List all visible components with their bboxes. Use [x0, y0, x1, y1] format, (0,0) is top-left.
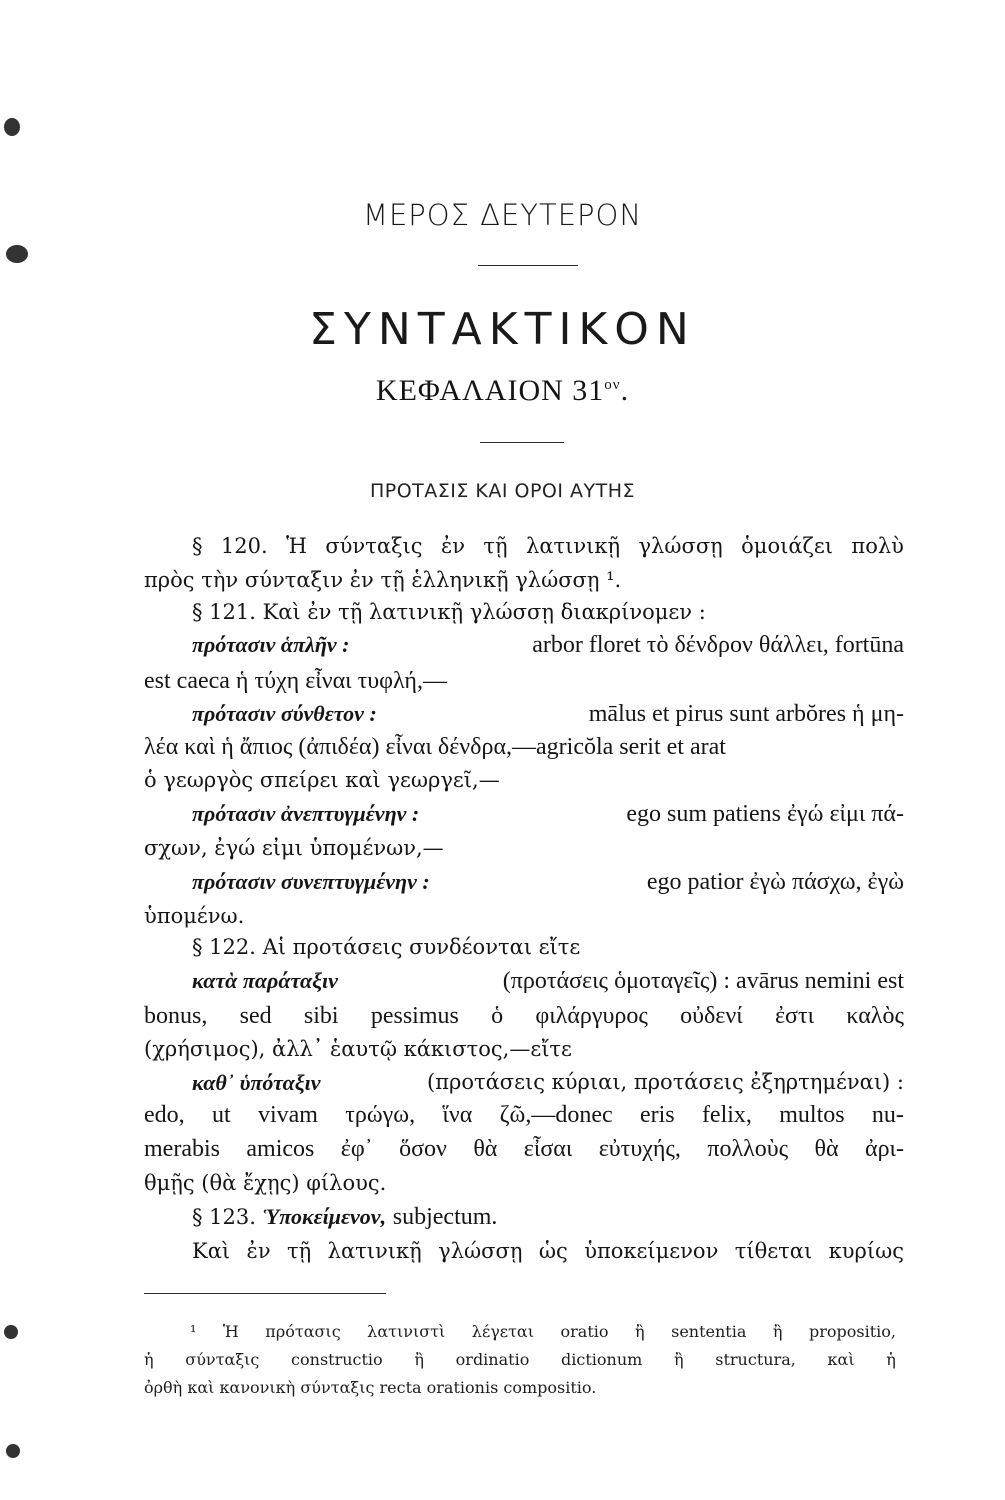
word: ὁ — [491, 1003, 504, 1029]
paragraph-line: § 121. Καὶ ἐν τῇ λατινικῇ γλώσσῃ διακρίνομεν : — [192, 600, 706, 624]
scan-speck — [4, 1325, 18, 1339]
word: ἐν — [246, 1239, 271, 1263]
word: σύνταξις — [185, 1350, 260, 1369]
word: θὰ — [473, 1136, 498, 1162]
word: ὁμοιάζει — [741, 534, 834, 558]
word: amicos — [246, 1136, 315, 1162]
example-text: subjectum. — [392, 1204, 498, 1230]
word: Ἡ — [222, 1322, 239, 1341]
example-text: arbor floret τὸ δένδρον θάλλει, fortūna — [532, 632, 904, 658]
word: πολλοὺς — [707, 1136, 789, 1162]
paragraph-line — [144, 1102, 904, 1129]
word: sententia — [671, 1322, 747, 1341]
footnote-line: ὀρθὴ καὶ κανονικὴ σύνταξις recta orationis compositio. — [144, 1378, 597, 1397]
word: λατινικῇ — [526, 534, 621, 558]
paragraph-line — [144, 1003, 904, 1030]
scan-speck — [6, 1444, 20, 1458]
word: εὐτυχής, — [598, 1136, 681, 1162]
definition-line — [192, 801, 904, 828]
scan-speck — [6, 245, 28, 263]
chapter-label: ΚΕΦΑΛΑΙΟΝ 31 — [375, 374, 605, 407]
word: merabis — [144, 1136, 220, 1162]
term-parataxis: κατὰ παράταξιν — [192, 968, 338, 993]
paragraph-line: πρὸς τὴν σύνταξιν ἐν τῇ ἑλληνικῇ γλώσσῃ ¹. — [144, 568, 622, 592]
example-text: (προτάσεις ὁμοταγεῖς) : avārus nemini est — [502, 968, 904, 994]
word: ἢ — [414, 1350, 424, 1369]
word: οὐδενί — [680, 1003, 743, 1029]
word: constructio — [291, 1350, 383, 1369]
chapter-ordinal-suffix: ον — [604, 377, 621, 393]
word: dictionum — [561, 1350, 643, 1369]
word: eris — [639, 1102, 675, 1128]
paragraph-line: θμῇς (θὰ ἔχῃς) φίλους. — [144, 1171, 387, 1195]
word: ἢ — [635, 1322, 645, 1341]
word: γλώσσῃ — [638, 534, 723, 558]
word: τρώγω, — [345, 1102, 416, 1128]
definition-line — [192, 701, 904, 728]
definition-line — [192, 869, 904, 896]
word: ἐφ᾽ — [340, 1136, 373, 1162]
term-compound-sentence: πρότασιν σύνθετον : — [192, 701, 377, 726]
word: nu- — [871, 1102, 904, 1128]
paragraph-line: λέα καὶ ἡ ἄπιος (ἀπιδέα) εἶναι δένδρα,—agricŏla serit et arat — [144, 734, 726, 760]
word: πρότασις — [265, 1322, 341, 1341]
chapter-heading — [0, 374, 1005, 408]
example-text: ego patior ἐγὼ πάσχω, ἐγὼ — [646, 869, 904, 895]
scan-speck — [4, 118, 20, 136]
example-text: mālus et pirus sunt arbŏres ἡ μη- — [588, 701, 904, 727]
word: ὡς — [538, 1239, 568, 1263]
paragraph-line: σχων, ἐγώ εἰμι ὑπομένων,— — [144, 836, 444, 860]
paragraph-line: § 122. Αἱ προτάσεις συνδέονται εἴτε — [192, 935, 581, 959]
word: σύνταξις — [325, 534, 423, 558]
word: γλώσσῃ — [438, 1239, 523, 1263]
word: τῇ — [483, 534, 508, 558]
paragraph-line: ὑπομένω. — [144, 904, 245, 928]
definition-line — [192, 1070, 904, 1096]
word: multos — [779, 1102, 845, 1128]
footnote-rule — [144, 1293, 386, 1294]
word: 120. — [220, 534, 268, 558]
paragraph-line — [192, 1239, 904, 1263]
word: λατινιστὶ — [367, 1322, 446, 1341]
word: Ἡ — [286, 534, 307, 558]
footnote-line — [144, 1350, 896, 1369]
word: vivam — [257, 1102, 318, 1128]
word: edo, — [144, 1102, 185, 1128]
term-contracted-sentence: πρότασιν συνεπτυγμένην : — [192, 869, 430, 894]
word: ἐστι — [774, 1003, 815, 1029]
word: θὰ — [814, 1136, 839, 1162]
word: τῇ — [287, 1239, 312, 1263]
word: sed — [239, 1003, 272, 1029]
word: ὅσον — [399, 1136, 447, 1162]
heading-divider-bottom — [480, 442, 564, 443]
word: ¹ — [190, 1322, 197, 1341]
word: καλὸς — [846, 1003, 904, 1029]
word: ut — [211, 1102, 231, 1128]
word: bonus, — [144, 1003, 208, 1029]
word: felix, — [701, 1102, 752, 1128]
word: πολὺ — [851, 534, 904, 558]
book-title: ΣΥΝΤΑΚΤΙΚΟΝ — [309, 304, 696, 355]
word: ἵνα — [442, 1102, 473, 1128]
word: ἢ — [673, 1350, 684, 1369]
word: κυρίως — [828, 1239, 904, 1263]
example-text: (προτάσεις κύριαι, προτάσεις ἐξηρτημέναι) : — [427, 1070, 904, 1094]
word: ordinatio — [455, 1350, 530, 1369]
word: ζῶ,—donec — [499, 1102, 613, 1128]
term-hypotaxis: καθ᾽ ὑπόταξιν — [192, 1070, 321, 1095]
word: ἐν — [440, 534, 466, 558]
word: structura, — [715, 1350, 796, 1369]
definition-line — [192, 968, 904, 995]
word: Καὶ — [192, 1239, 231, 1263]
word: ὑποκείμενον — [584, 1239, 719, 1263]
word: λέγεται — [471, 1322, 535, 1341]
section-number: § 123. — [192, 1205, 256, 1229]
paragraph-line — [144, 1136, 904, 1163]
example-text: ego sum patiens ἐγώ εἰμι πά- — [626, 801, 904, 827]
word: pessimus — [370, 1003, 459, 1029]
term-expanded-sentence: πρότασιν ἀνεπτυγμένην : — [192, 801, 420, 826]
paragraph-line: est caeca ἡ τύχη εἶναι τυφλή,— — [144, 668, 447, 694]
word: § — [192, 534, 203, 558]
word: ἡ — [144, 1350, 154, 1369]
footnote-line — [190, 1322, 896, 1341]
word: τίθεται — [734, 1239, 813, 1263]
section-123-line — [192, 1204, 497, 1231]
word: καὶ — [827, 1350, 855, 1369]
word: ἡ — [886, 1350, 896, 1369]
word: ἢ — [772, 1322, 783, 1341]
word: propositio, — [808, 1322, 896, 1341]
term-subject: Ὑποκείμενον, — [262, 1204, 387, 1229]
part-heading: ΜΕΡΟΣ ΔΕΥΤΕΡΟΝ — [362, 198, 643, 232]
word: sibi — [303, 1003, 339, 1029]
paragraph-line: ὁ γεωργὸς σπείρει καὶ γεωργεῖ,— — [144, 768, 500, 792]
definition-line — [192, 632, 904, 659]
word: εἶσαι — [523, 1136, 573, 1162]
word: oratio — [560, 1322, 609, 1341]
word: φιλάργυρος — [535, 1003, 648, 1029]
heading-divider-top — [478, 265, 578, 266]
term-simple-sentence: πρότασιν ἁπλῆν : — [192, 632, 350, 657]
word: λατινικῇ — [327, 1239, 422, 1263]
paragraph-line: (χρήσιμος), ἀλλ᾽ ἑαυτῷ κάκιστος,—εἴτε — [144, 1037, 572, 1061]
paragraph-line — [192, 534, 904, 558]
word: ἀρι- — [865, 1136, 904, 1162]
chapter-period: . — [620, 374, 630, 407]
section-title: ΠΡΟΤΑΣΙΣ ΚΑΙ ΟΡΟΙ ΑΥΤΗΣ — [369, 480, 636, 502]
